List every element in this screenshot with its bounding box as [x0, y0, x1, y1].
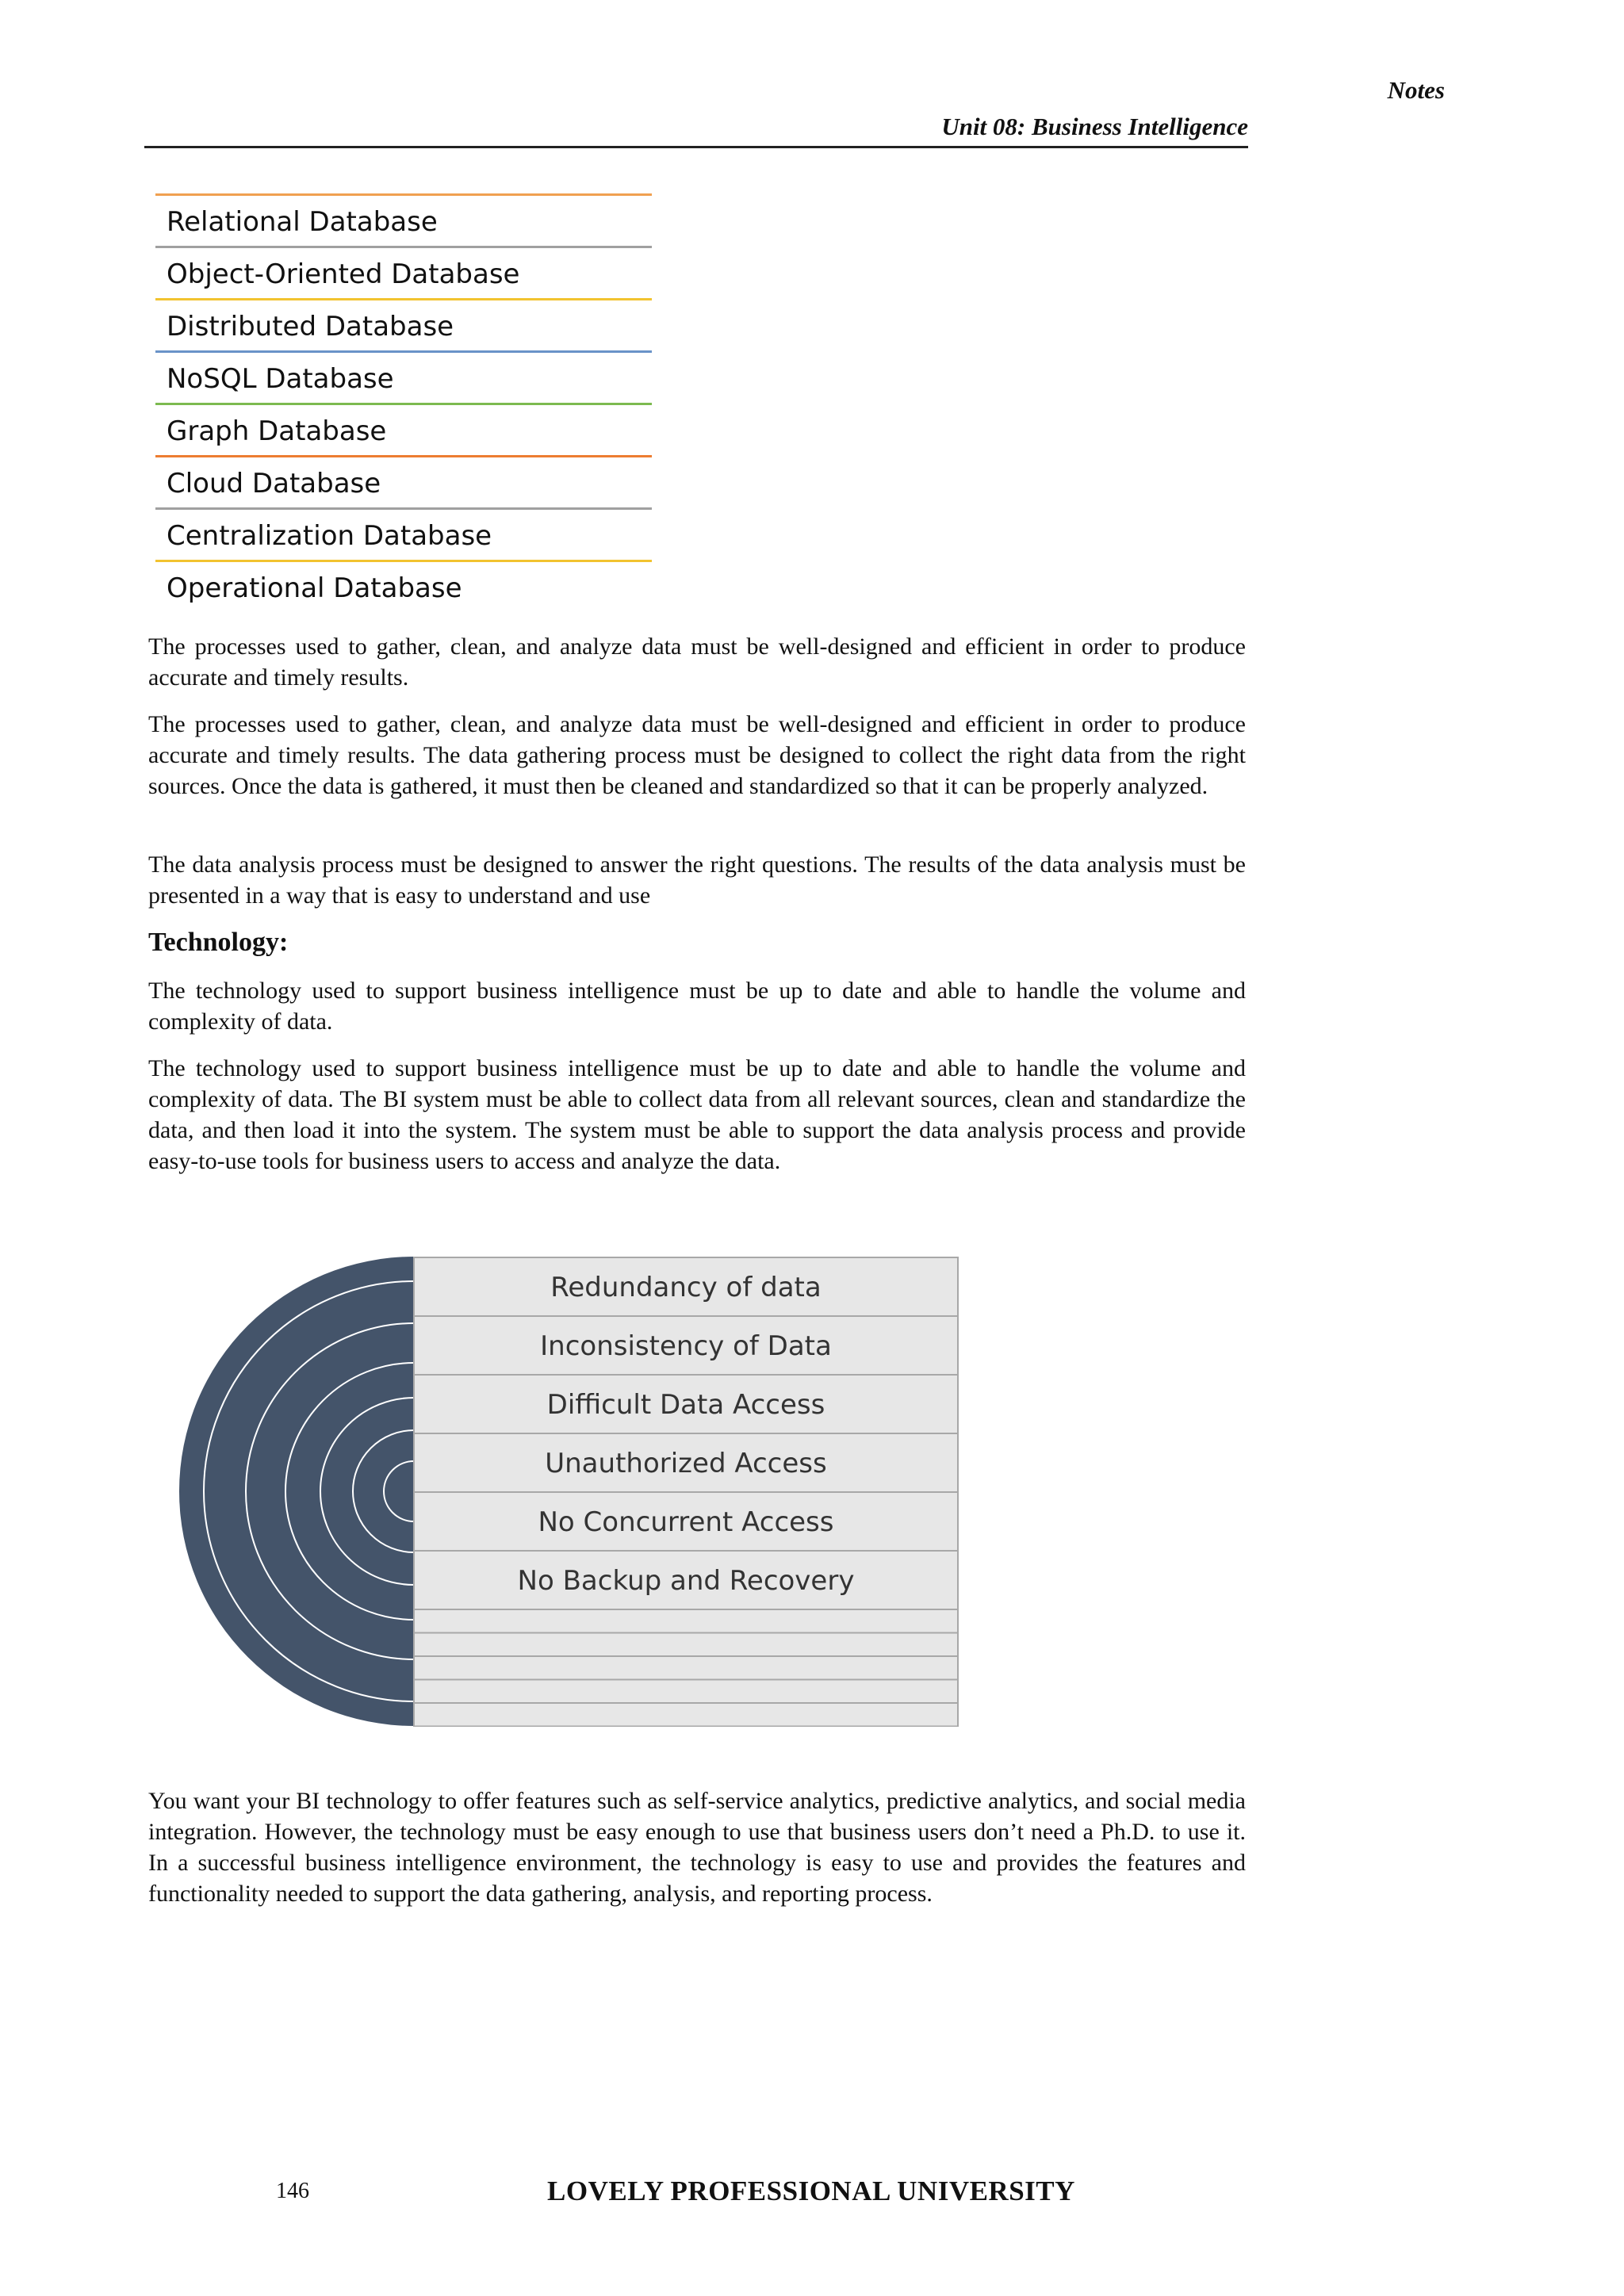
diagram-row-label: Redundancy of data — [550, 1272, 822, 1303]
diagram-blank-row — [414, 1680, 958, 1704]
diagram-blank-row — [414, 1633, 958, 1657]
paragraph: The technology used to support business intelligence must be up to date and able to handle the volume and complexity of data. The BI system must be able to collect data from all relevant sources, clean and standardize the data, and then load it into the system. The system must be able to support the data analysis process and provide easy-to-use tools for business users to access and analyze the data. — [148, 1055, 1246, 1174]
list-item: Distributed Database — [155, 298, 652, 350]
notes-label: Notes — [1387, 76, 1445, 104]
diagram-blank-row — [414, 1656, 958, 1680]
page-number: 146 — [276, 2179, 309, 2203]
list-item: NoSQL Database — [155, 350, 652, 403]
diagram-row-label: Unauthorized Access — [545, 1448, 827, 1479]
paragraph: The processes used to gather, clean, and analyze data must be well-designed and efficient in order to produce accurate and timely results. The data gathering process must be designed to collect the right data from the right sources. Once the data is gathered, it must then be cleaned and standardized so that it can be properly analyzed. — [148, 711, 1246, 799]
unit-header: Unit 08: Business Intelligence — [144, 113, 1248, 148]
paragraph: The data analysis process must be designed to answer the right questions. The results of the data analysis must be presented in a way that is easy to understand and use — [148, 851, 1246, 909]
diagram-row-label: Difficult Data Access — [546, 1389, 825, 1421]
paragraph: You want your BI technology to offer features such as self-service analytics, predictive analytics, and social media integration. However, the technology must be easy enough to use that business users don’t need a Ph.D. to use it. In a successful business intelligence environment, the technology is easy to use and provides the features and functionality needed to support the data gathering, analysis, and reporting process. — [148, 1788, 1246, 1907]
paragraph: The processes used to gather, clean, and analyze data must be well-designed and efficient in order to produce accurate and timely results. — [148, 633, 1246, 691]
database-problems-diagram — [179, 1256, 959, 1727]
list-item: Centralization Database — [155, 507, 652, 560]
university-name: LOVELY PROFESSIONAL UNIVERSITY — [547, 2175, 1075, 2206]
list-item: Cloud Database — [155, 455, 652, 507]
diagram-blank-row — [414, 1703, 958, 1727]
list-item: Graph Database — [155, 403, 652, 455]
database-types-list — [155, 193, 652, 612]
list-item: Operational Database — [155, 560, 652, 612]
diagram-row-label: No Concurrent Access — [538, 1506, 834, 1538]
section-heading: Technology: — [148, 928, 289, 957]
diagram-row-label: No Backup and Recovery — [517, 1565, 855, 1597]
paragraph: The technology used to support business intelligence must be up to date and able to handle the volume and complexity of data. — [148, 978, 1246, 1035]
diagram-row-label: Inconsistency of Data — [540, 1330, 832, 1362]
diagram-blank-row — [414, 1609, 958, 1633]
list-item: Relational Database — [155, 193, 652, 246]
list-item: Object-Oriented Database — [155, 246, 652, 298]
